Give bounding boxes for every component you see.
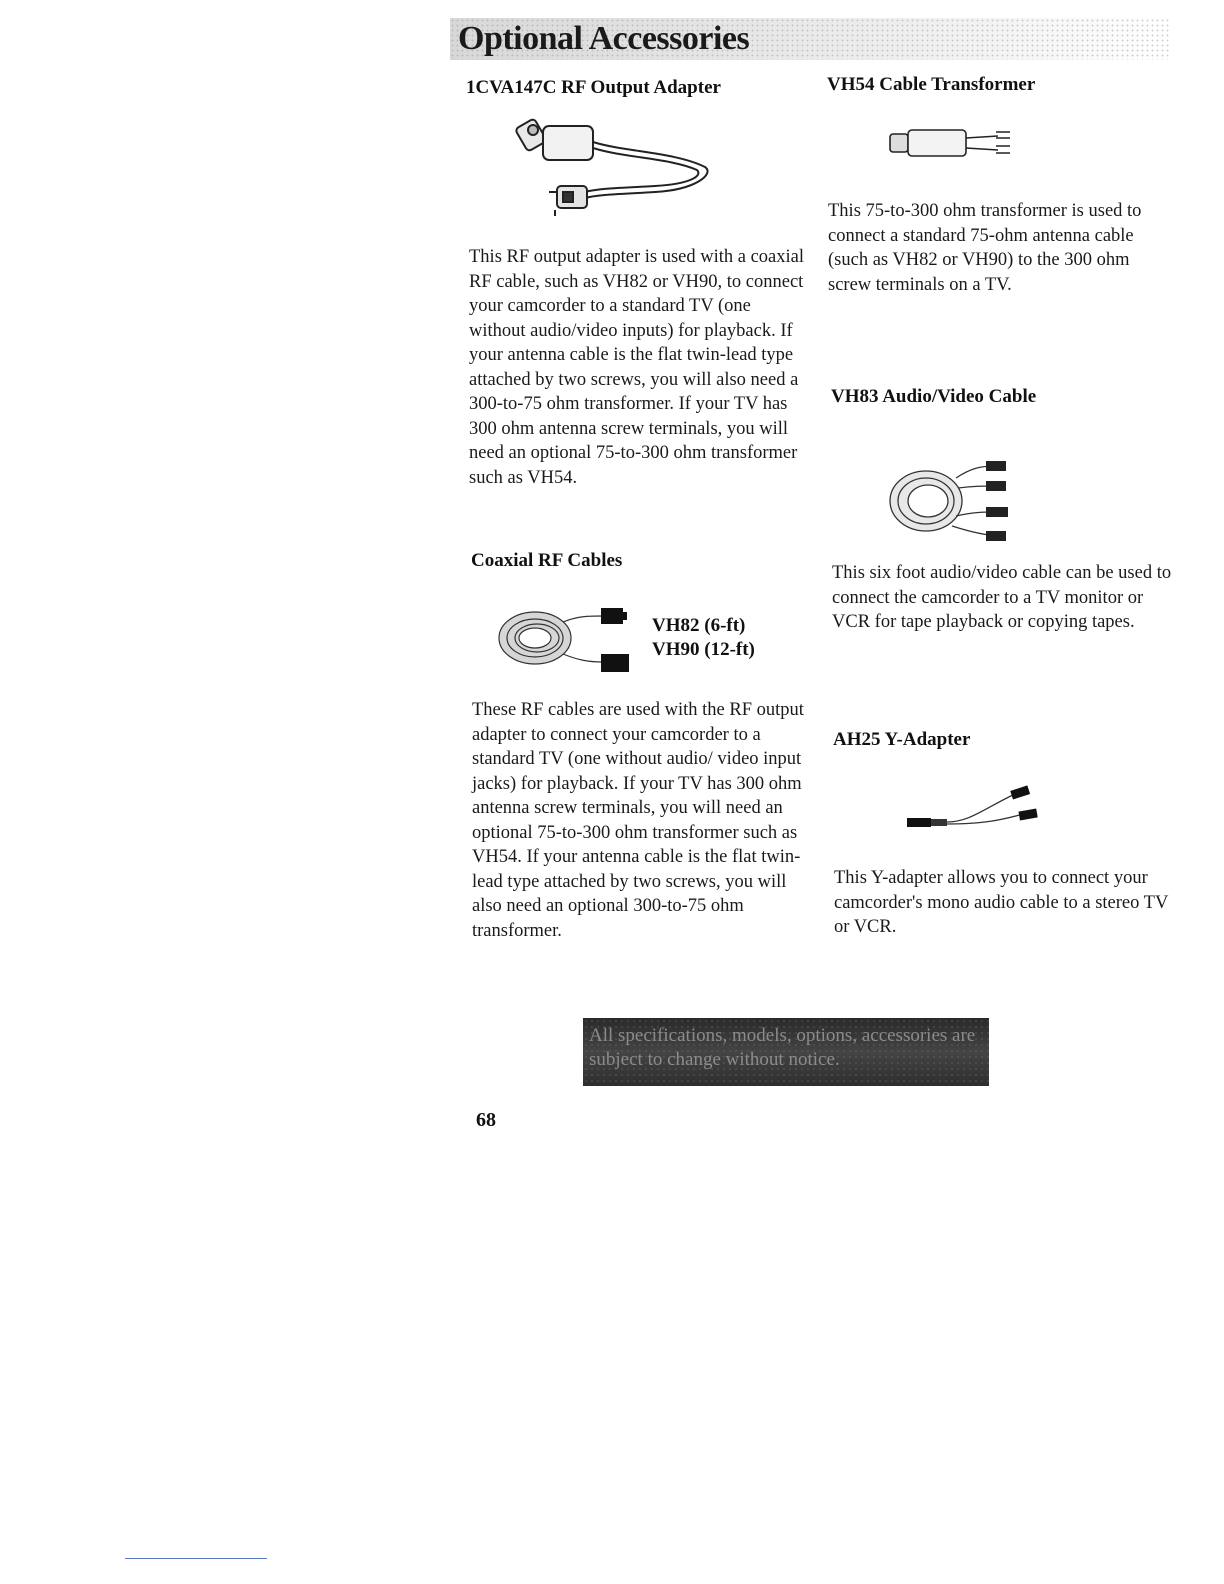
page-header-band bbox=[450, 18, 1170, 60]
coaxial-model-vh82: VH82 (6-ft) bbox=[652, 615, 746, 636]
vh83-heading: VH83 Audio/Video Cable bbox=[831, 386, 1037, 407]
vh54-description: This 75-to-300 ohm transformer is used to connect a standard 75-ohm antenna cable (such as VH82 or VH90) to the 300 ohm screw terminals on a TV. bbox=[828, 201, 1142, 295]
ah25-y-adapter-illustration bbox=[905, 780, 1040, 832]
vh54-transformer-illustration bbox=[888, 126, 1023, 162]
ah25-description: This Y-adapter allows you to connect your camcorder's mono audio cable to a stereo TV or VCR. bbox=[834, 868, 1168, 937]
rf-adapter-heading: 1CVA147C RF Output Adapter bbox=[466, 77, 721, 98]
specifications-notice: All specifications, models, options, accessories are subject to change without notice. bbox=[583, 1018, 989, 1086]
rf-adapter-illustration bbox=[505, 112, 720, 222]
coaxial-heading: Coaxial RF Cables bbox=[471, 550, 623, 571]
coaxial-cable-illustration bbox=[493, 606, 641, 676]
page-title: Optional Accessories bbox=[458, 20, 750, 57]
coaxial-model-vh90: VH90 (12-ft) bbox=[652, 639, 755, 660]
coaxial-description: These RF cables are used with the RF output adapter to connect your camcorder to a standard TV (one without audio/ video input jacks) for playback. If your TV has 300 ohm antenna screw terminals, you will need an optional 75-to-300 ohm transformer such as VH54. If your antenna cable is the flat twin-lead type attached by two screws, you will also need an optional 300-to-75 ohm transformer. bbox=[472, 700, 804, 941]
page-number: 68 bbox=[476, 1109, 496, 1131]
rf-adapter-description: This RF output adapter is used with a coaxial RF cable, such as VH82 or VH90, to connect your camcorder to a standard TV (one without audio/video inputs) for playback. If your antenna cable is the flat twin-lead type attached by two screws, you will also need a 300-to-75 ohm transformer. If your TV has 300 ohm antenna screw terminals, you will need an optional 75-to-300 ohm transformer such as VH54. bbox=[469, 247, 804, 488]
footer-rule bbox=[125, 1558, 267, 1559]
vh54-heading: VH54 Cable Transformer bbox=[827, 74, 1036, 95]
vh83-av-cable-illustration bbox=[886, 456, 1021, 546]
vh83-description: This six foot audio/video cable can be used to connect the camcorder to a TV monitor or VCR for tape playback or copying tapes. bbox=[832, 563, 1172, 632]
ah25-heading: AH25 Y-Adapter bbox=[833, 729, 971, 750]
